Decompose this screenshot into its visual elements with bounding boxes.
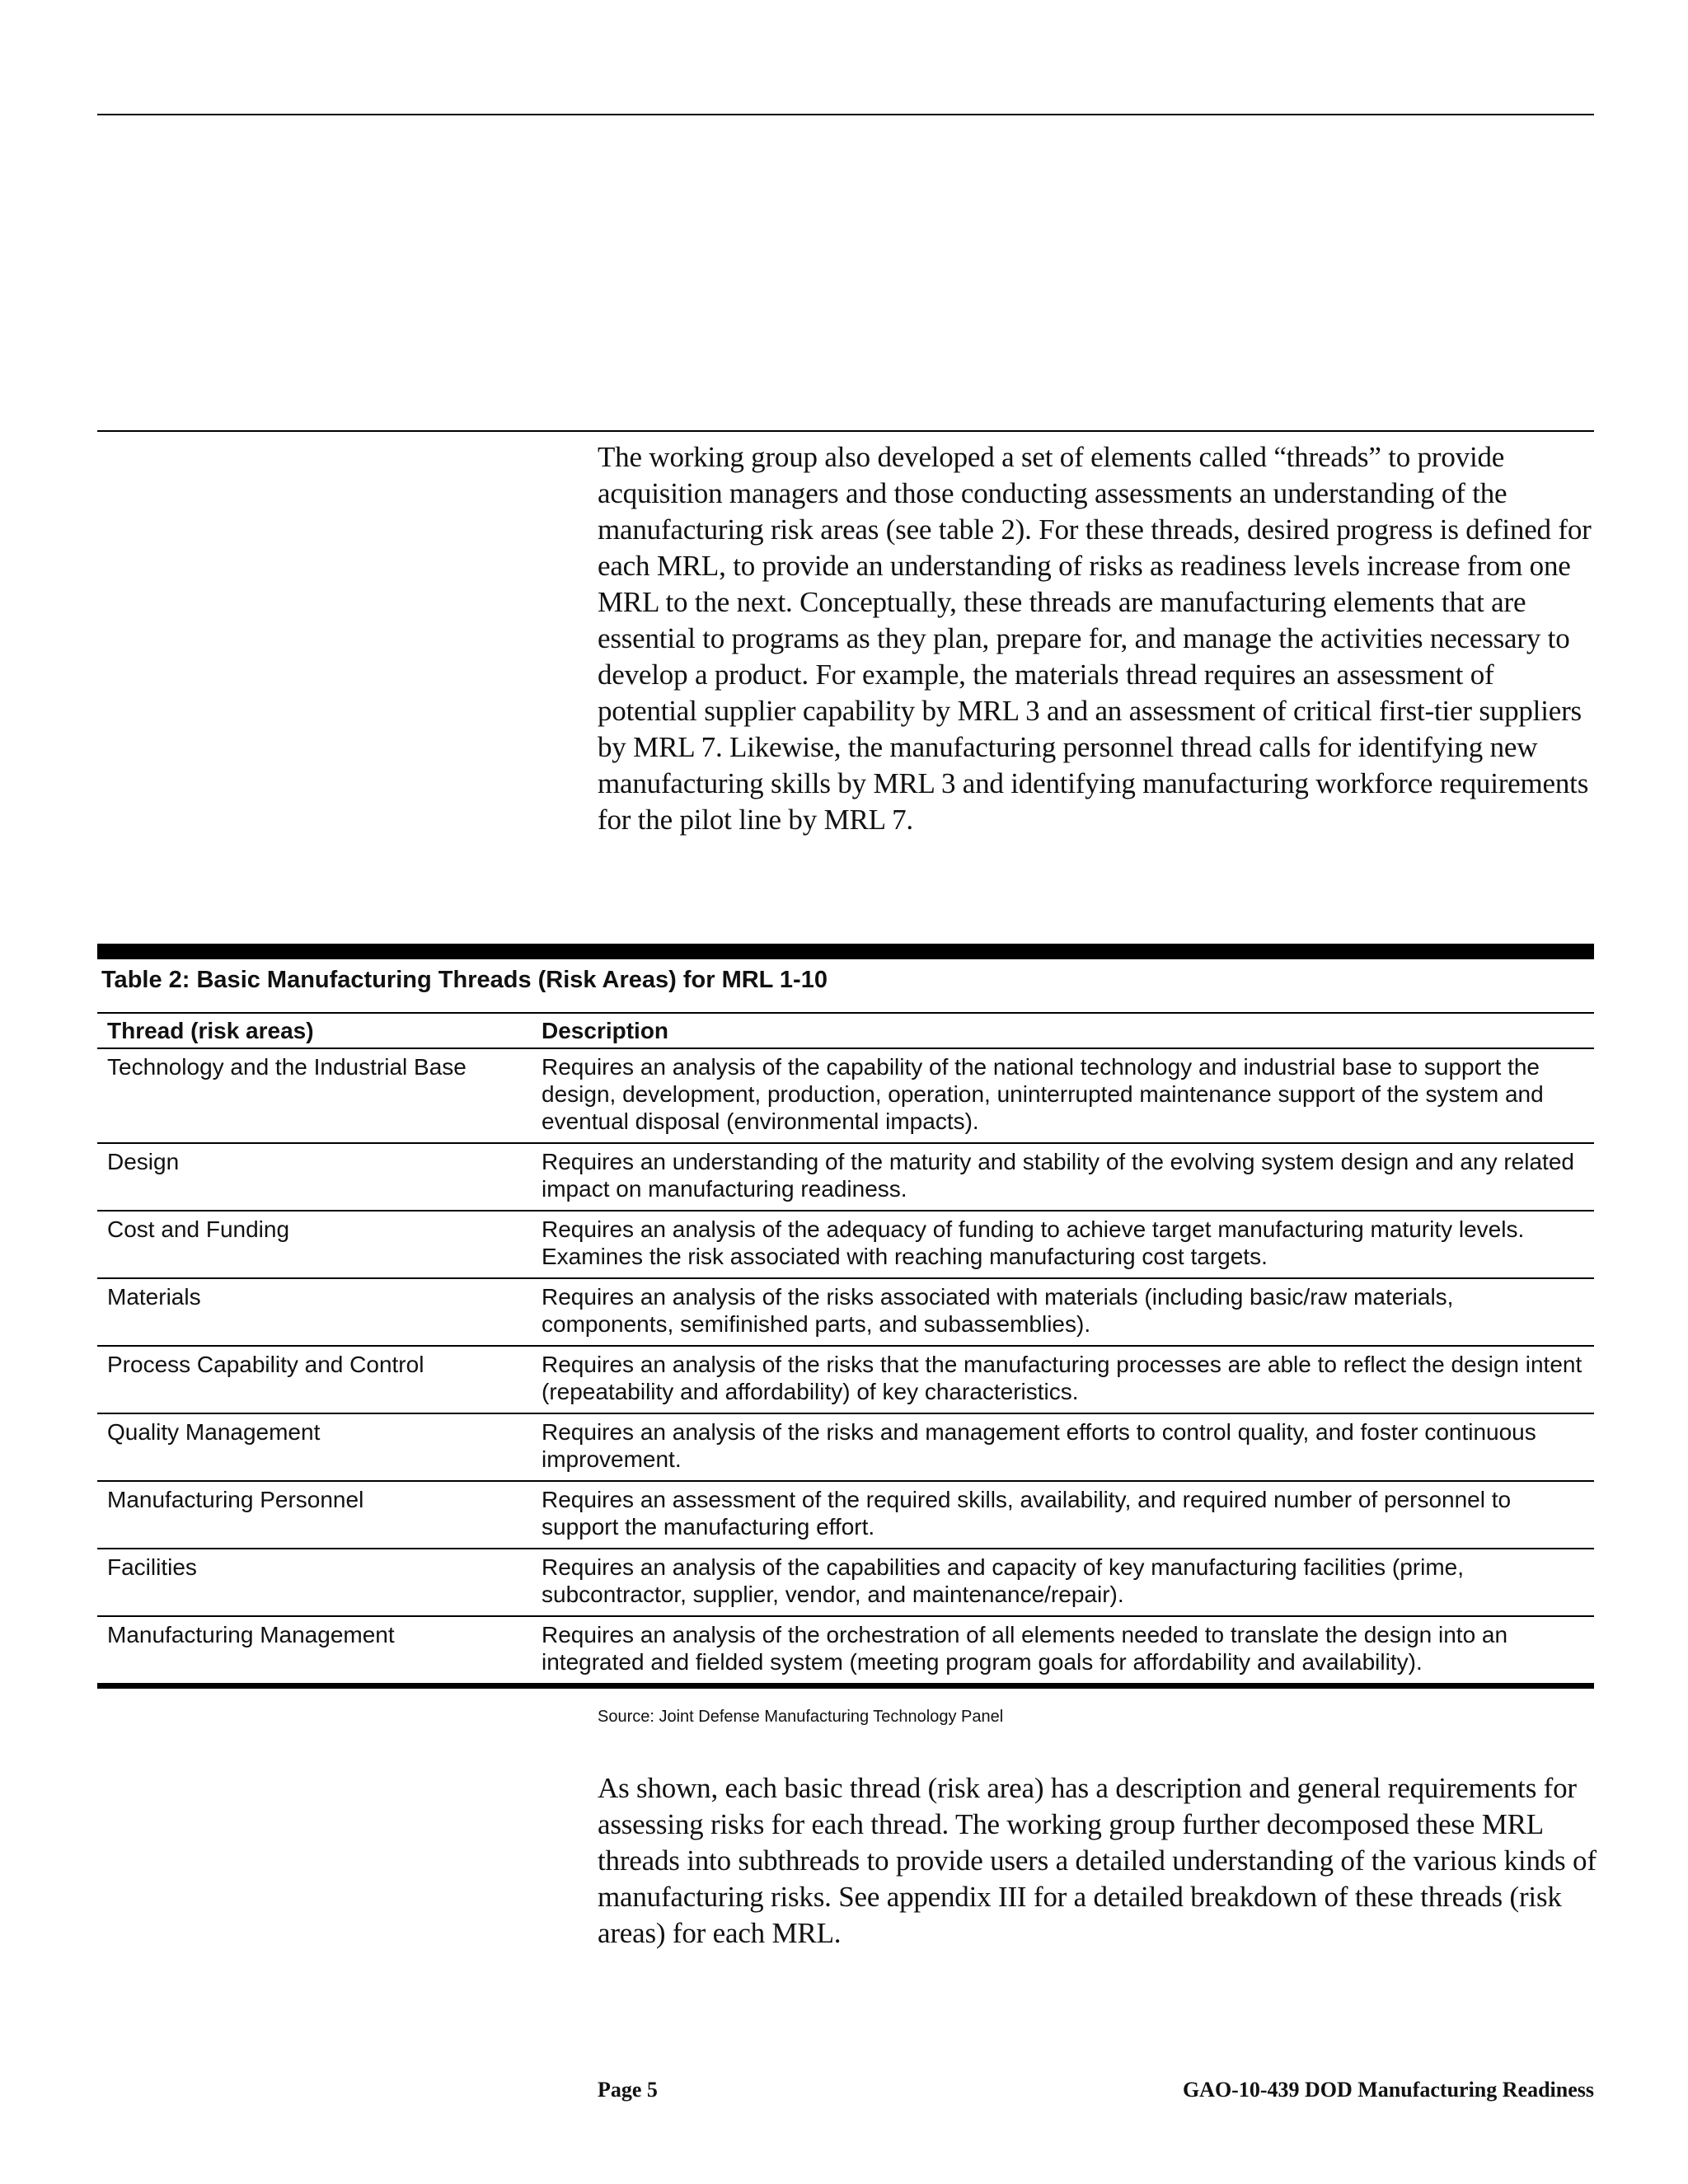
- description-cell: Requires an understanding of the maturity and stability of the evolving system design and any related impact on manufacturing readiness.: [532, 1143, 1594, 1211]
- threads-table: [97, 1012, 1594, 1683]
- description-cell: Requires an analysis of the risks associated with materials (including basic/raw materials, components, semifinished parts, and subassemblies).: [532, 1278, 1594, 1346]
- table-row: [97, 1413, 1594, 1481]
- description-cell: Requires an analysis of the adequacy of funding to achieve target manufacturing maturity levels. Examines the risk associated with reaching manufacturing cost targets.: [532, 1211, 1594, 1278]
- table-bottom-bar: [97, 1683, 1594, 1689]
- thread-cell: Process Capability and Control: [97, 1346, 532, 1413]
- threads-table-block: [97, 944, 1594, 1689]
- thread-cell: Technology and the Industrial Base: [97, 1048, 532, 1143]
- table-row: [97, 1549, 1594, 1616]
- thread-cell: Quality Management: [97, 1413, 532, 1481]
- table-row: [97, 1211, 1594, 1278]
- section-rule: [97, 430, 1594, 432]
- table-row: [97, 1616, 1594, 1683]
- page-number: Page 5: [598, 2078, 658, 2102]
- thread-cell: Facilities: [97, 1549, 532, 1616]
- table-header-row: [97, 1013, 1594, 1048]
- thread-cell: Manufacturing Management: [107, 1622, 395, 1647]
- table-row: [97, 1143, 1594, 1211]
- description-cell: Requires an analysis of the risks and management efforts to control quality, and foster continuous improvement.: [532, 1413, 1594, 1481]
- column-header-description: Description: [532, 1013, 1594, 1048]
- thread-cell: Materials: [97, 1278, 532, 1346]
- description-cell: Requires an analysis of the orchestration of all elements needed to translate the design into an integrated and fielded system (meeting program goals for affordability and availability).: [542, 1622, 1508, 1675]
- description-cell: Requires an analysis of the risks that the manufacturing processes are able to reflect the design intent (repeatability and affordability) of key characteristics.: [532, 1346, 1594, 1413]
- body-paragraph: As shown, each basic thread (risk area) has a description and general requirements for assessing risks for each thread. The working group further decomposed these MRL threads into subthreads to provide users a detailed understanding of the various kinds of manufacturing risks. See appendix III for a detailed breakdown of these threads (risk areas) for each MRL.: [598, 1772, 1597, 1949]
- description-cell: Requires an analysis of the capability of the national technology and industrial base to support the design, development, production, operation, uninterrupted maintenance support of the system and eventual disposal (environmental impacts).: [532, 1048, 1594, 1143]
- column-header-thread: Thread (risk areas): [97, 1013, 532, 1048]
- table-source-note: Source: Joint Defense Manufacturing Technology Panel: [598, 1708, 1004, 1726]
- report-identifier: GAO-10-439 DOD Manufacturing Readiness: [1182, 2078, 1594, 2102]
- description-cell: Requires an assessment of the required skills, availability, and required number of personnel to support the manufacturing effort.: [532, 1481, 1594, 1549]
- thread-cell: Design: [97, 1143, 532, 1211]
- header-rule: [97, 114, 1594, 115]
- description-cell: Requires an analysis of the capabilities and capacity of key manufacturing facilities (prime, subcontractor, supplier, vendor, and maintenance/repair).: [532, 1549, 1594, 1616]
- table-row: [97, 1048, 1594, 1143]
- table-caption: Table 2: Basic Manufacturing Threads (Risk Areas) for MRL 1-10: [101, 967, 828, 993]
- body-paragraph: The working group also developed a set of elements called “threads” to provide acquisition managers and those conducting assessments an understanding of the manufacturing risk areas (see table 2). For these threads, desired progress is defined for each MRL, to provide an understanding of risks as readiness levels increase from one MRL to the next. Conceptually, these threads are manufacturing elements that are essential to programs as they plan, prepare for, and manage the activities necessary to develop a product. For example, the materials thread requires an assessment of potential supplier capability by MRL 3 and an assessment of critical first-tier suppliers by MRL 7. Likewise, the manufacturing personnel thread calls for identifying new manufacturing skills by MRL 3 and identifying manufacturing workforce requirements for the pilot line by MRL 7.: [598, 441, 1592, 836]
- table-row: [97, 1346, 1594, 1413]
- table-top-bar: [97, 944, 1594, 959]
- thread-cell: Manufacturing Personnel: [97, 1481, 532, 1549]
- table-row: [97, 1481, 1594, 1549]
- thread-cell: Cost and Funding: [97, 1211, 532, 1278]
- table-row: [97, 1278, 1594, 1346]
